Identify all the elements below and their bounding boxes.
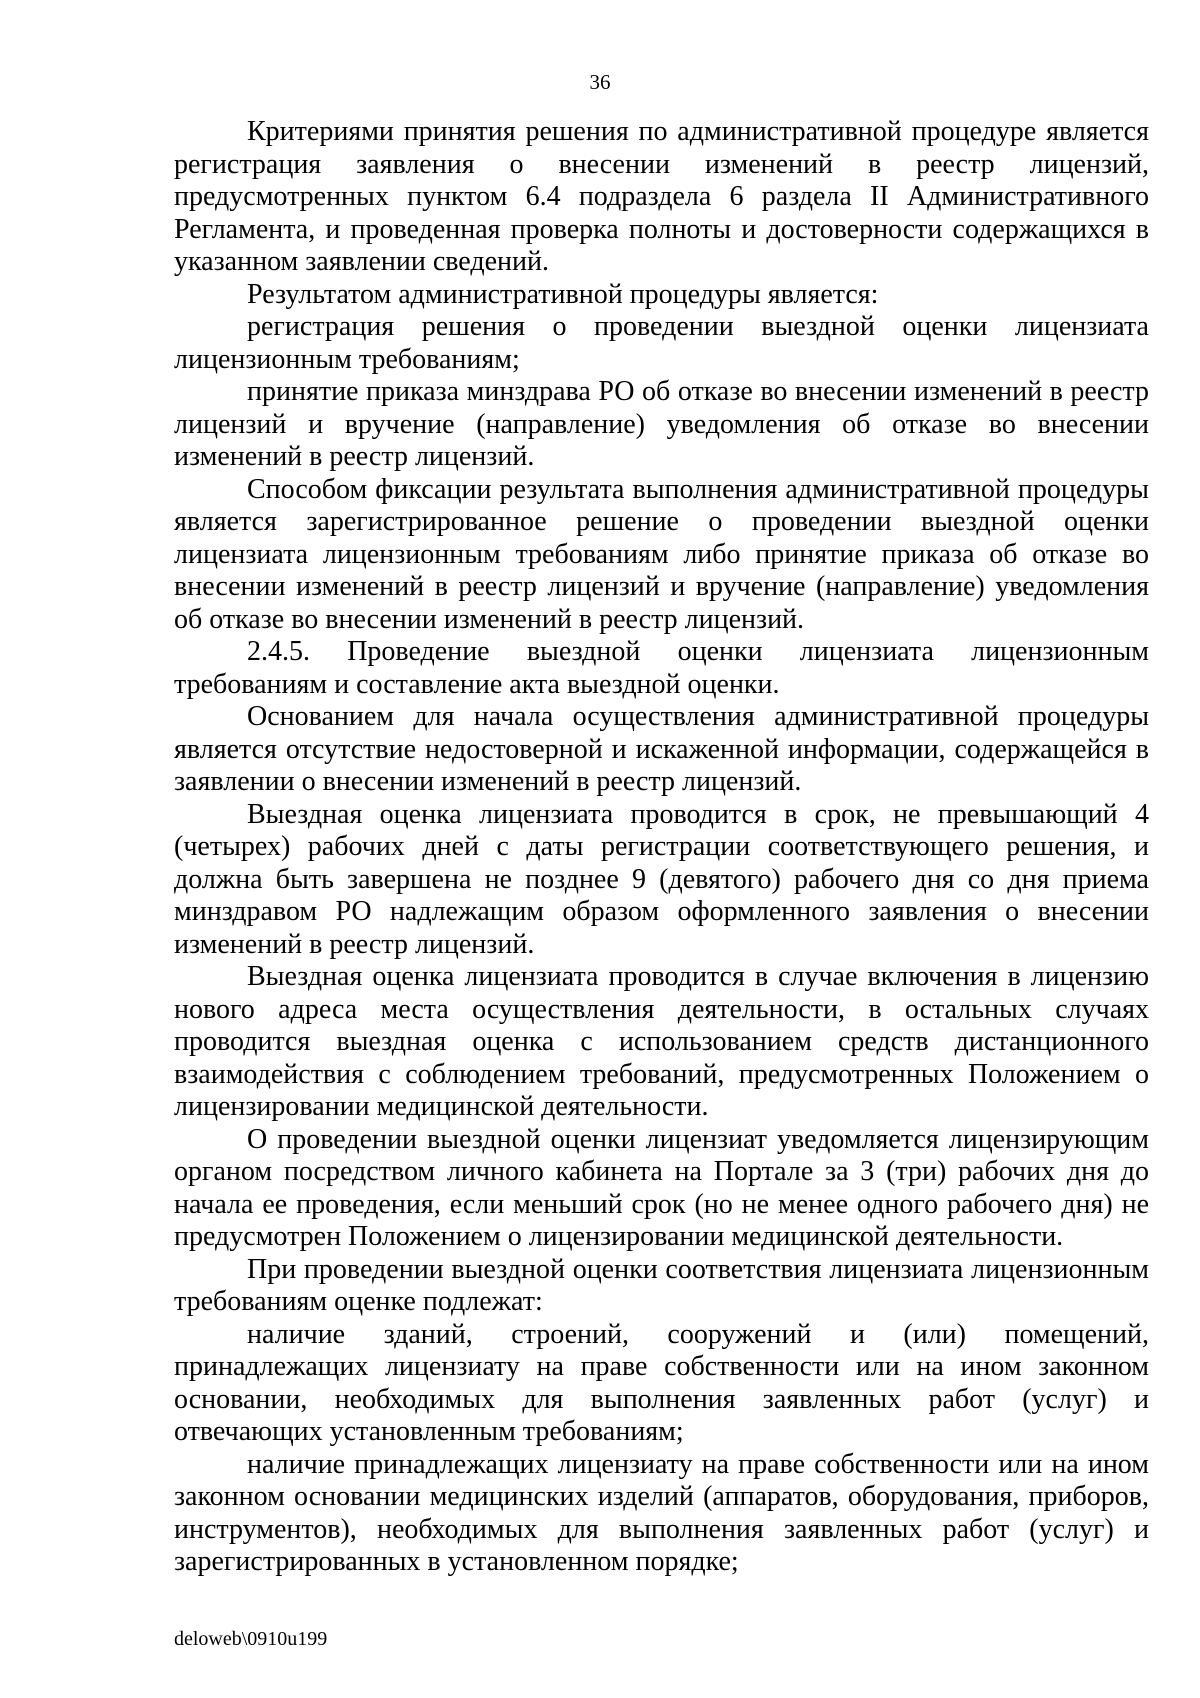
section-heading-2-4-5: 2.4.5. Проведение выездной оценки лицензиата лицензионным требованиям и составление акта выездной оценки.: [174, 636, 1149, 700]
paragraph-onsite-cases: Выездная оценка лицензиата проводится в случае включения в лицензию нового адреса места осуществления деятельности, в остальных случаях проводится выездная оценка с использованием средств дистанционного взаимодействия с соблюдением требований, предусмотренных Положением о лицензировании медицинской деятельности.: [174, 961, 1149, 1122]
paragraph-result-registration: регистрация решения о проведении выездной оценки лицензиата лицензионным требованиям;: [174, 311, 1149, 375]
paragraph-result-heading: Результатом административной процедуры является:: [247, 278, 879, 310]
paragraph-assessment-subjects: При проведении выездной оценки соответствия лицензиата лицензионным требованиям оценке подлежат:: [174, 1253, 1149, 1317]
page-number: 36: [589, 70, 611, 94]
document-body: [174, 116, 1149, 1579]
paragraph-result-refusal: принятие приказа минздрава РО об отказе во внесении изменений в реестр лицензий и вручение (направление) уведомления об отказе во внесении изменений в реестр лицензий.: [174, 376, 1149, 472]
paragraph-medical-devices: наличие принадлежащих лицензиату на праве собственности или на ином законном основании медицинских изделий (аппаратов, оборудования, приборов, инструментов), необходимых для выполнения заявленных работ (услуг) и зарегистрированных в установленном порядке;: [174, 1448, 1149, 1577]
footer-doc-id: deloweb\0910u199: [174, 1628, 328, 1650]
paragraph-criteria: Критериями принятия решения по административной процедуре является регистрация заявления о внесении изменений в реестр лицензий, предусмотренных пунктом 6.4 подраздела 6 раздела II Административного Регламента, и проведенная проверка полноты и достоверности содержащихся в указанном заявлении сведений.: [174, 116, 1149, 277]
paragraph-fixation-method: Способом фиксации результата выполнения административной процедуры является зарегистрированное решение о проведении выездной оценки лицензиата лицензионным требованиям либо принятие приказа об отказе во внесении изменений в реестр лицензий и вручение (направление) уведомления об отказе во внесении изменений в реестр лицензий.: [174, 473, 1149, 635]
paragraph-notification: О проведении выездной оценки лицензиат уведомляется лицензирующим органом посредством личного кабинета на Портале за 3 (три) рабочих дня до начала ее проведения, если меньший срок (но не менее одного рабочего дня) не предусмотрен Положением о лицензировании медицинской деятельности.: [174, 1123, 1149, 1252]
paragraph-basis: Основанием для начала осуществления административной процедуры является отсутствие недостоверной и искаженной информации, содержащейся в заявлении о внесении изменений в реестр лицензий.: [174, 701, 1149, 797]
paragraph-deadline: Выездная оценка лицензиата проводится в срок, не превышающий 4 (четырех) рабочих дней с даты регистрации соответствующего решения, и должна быть завершена не позднее 9 (девятого) рабочего дня со дня приема минздравом РО надлежащим образом оформленного заявления о внесении изменений в реестр лицензий.: [174, 798, 1149, 960]
paragraph-buildings: наличие зданий, строений, сооружений и (или) помещений, принадлежащих лицензиату на праве собственности или на ином законном основании, необходимых для выполнения заявленных работ (услуг) и отвечающих установленным требованиям;: [174, 1318, 1149, 1447]
